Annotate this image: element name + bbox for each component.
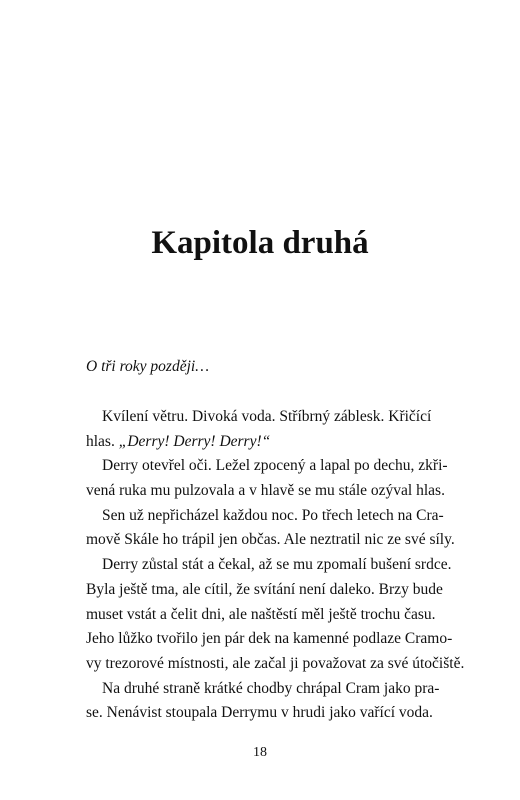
body-text xyxy=(86,405,465,726)
text-line: vy trezorové místnosti, ale začal ji považovat za své útočiště. xyxy=(86,654,465,672)
text-line: se. Nenávist stoupala Derrymu v hrudi jako vařící voda. xyxy=(86,704,433,722)
text-line: Byla ještě tma, ale cítil, že svítání není daleko. Brzy bude xyxy=(86,580,443,598)
text-line: vená ruka mu pulzovala a v hlavě se mu stále ozýval hlas. xyxy=(86,482,445,500)
chapter-title: Kapitola druhá xyxy=(151,225,369,261)
epigraph: O tři roky později… xyxy=(86,358,209,375)
text-line: Jeho lůžko tvořilo jen pár dek na kamenné podlaze Cramo- xyxy=(86,630,453,648)
text-line xyxy=(86,430,431,455)
text-line: Derry zůstal stát a čekal, až se mu zpomalí bušení srdce. xyxy=(102,556,452,574)
italic-dialogue: „Derry! Derry! Derry!“ xyxy=(118,432,271,450)
text-line: Kvílení větru. Divoká voda. Stříbrný záblesk. Křičící xyxy=(102,408,432,425)
text-line: Sen už nepřicházel každou noc. Po třech letech na Cra- xyxy=(102,506,444,524)
text-segment: hlas. xyxy=(86,432,119,450)
page-number: 18 xyxy=(253,745,267,760)
text-line: Na druhé straně krátké chodby chrápal Cram jako pra- xyxy=(102,679,440,697)
text-line: Derry otevřel oči. Ležel zpocený a lapal po dechu, zkři- xyxy=(102,457,448,475)
text-line: muset vstát a čelit dni, ale naštěstí měl ještě trochu času. xyxy=(86,605,436,623)
text-line: mově Skále ho trápil jen občas. Ale neztratil nic ze své síly. xyxy=(86,531,455,549)
